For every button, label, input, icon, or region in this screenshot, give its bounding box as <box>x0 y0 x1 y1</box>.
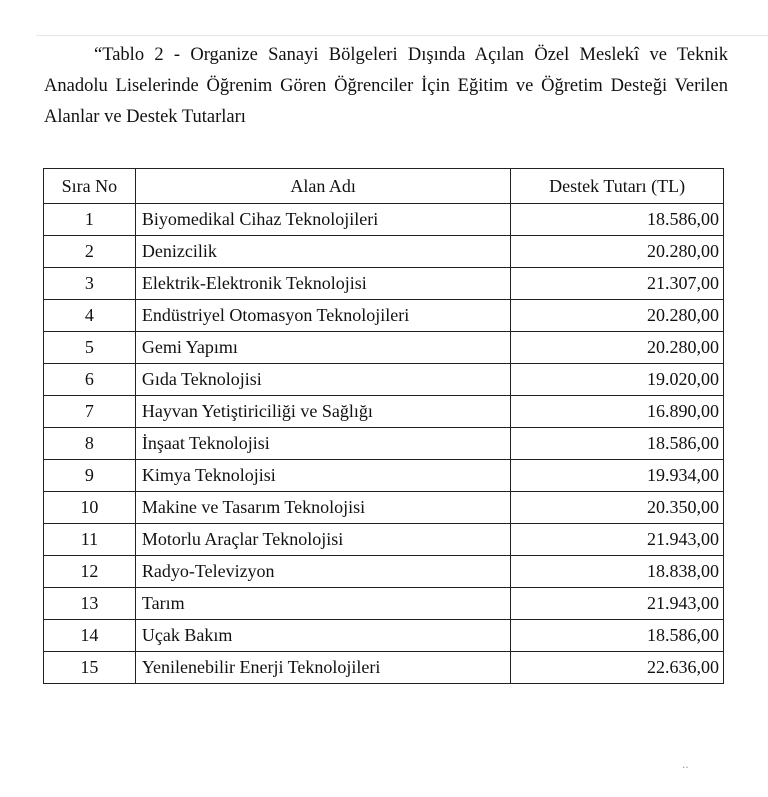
row-amount-cell: 18.586,00 <box>511 204 724 236</box>
row-number-cell: 13 <box>44 588 136 620</box>
row-name-cell: Uçak Bakım <box>135 620 510 652</box>
row-number-cell: 15 <box>44 652 136 684</box>
row-amount-cell: 21.943,00 <box>511 524 724 556</box>
table-row <box>44 556 724 588</box>
table-row <box>44 236 724 268</box>
row-name-cell: Yenilenebilir Enerji Teknolojileri <box>135 652 510 684</box>
table-caption: “Tablo 2 - Organize Sanayi Bölgeleri Dışında Açılan Özel Meslekî ve Teknik Anadolu Liselerinde Öğrenim Gören Öğrenciler İçin Eğitim ve Öğretim Desteği Verilen Alanlar ve Destek Tutarları <box>44 45 728 127</box>
row-number-cell: 1 <box>44 204 136 236</box>
table-row <box>44 204 724 236</box>
row-amount-cell: 19.934,00 <box>511 460 724 492</box>
row-amount-cell: 20.280,00 <box>511 300 724 332</box>
row-name-cell: Motorlu Araçlar Teknolojisi <box>135 524 510 556</box>
scan-artifact-mark: ‥ <box>682 760 689 771</box>
row-number-cell: 11 <box>44 524 136 556</box>
row-amount-cell: 21.943,00 <box>511 588 724 620</box>
row-amount-cell: 20.280,00 <box>511 236 724 268</box>
row-number-cell: 9 <box>44 460 136 492</box>
row-number-cell: 7 <box>44 396 136 428</box>
top-divider <box>36 35 768 36</box>
row-number-cell: 3 <box>44 268 136 300</box>
row-name-cell: Kimya Teknolojisi <box>135 460 510 492</box>
row-number-cell: 2 <box>44 236 136 268</box>
header-destek-tutari: Destek Tutarı (TL) <box>511 169 724 204</box>
row-number-cell: 12 <box>44 556 136 588</box>
table-row <box>44 300 724 332</box>
row-number-cell: 8 <box>44 428 136 460</box>
row-amount-cell: 18.838,00 <box>511 556 724 588</box>
row-number-cell: 4 <box>44 300 136 332</box>
table-row <box>44 652 724 684</box>
table-row <box>44 268 724 300</box>
row-name-cell: Gemi Yapımı <box>135 332 510 364</box>
row-name-cell: İnşaat Teknolojisi <box>135 428 510 460</box>
row-amount-cell: 20.280,00 <box>511 332 724 364</box>
table-row <box>44 620 724 652</box>
table-header-row <box>44 169 724 204</box>
row-amount-cell: 21.307,00 <box>511 268 724 300</box>
header-alan-adi: Alan Adı <box>135 169 510 204</box>
row-amount-cell: 18.586,00 <box>511 428 724 460</box>
row-name-cell: Gıda Teknolojisi <box>135 364 510 396</box>
table-row <box>44 428 724 460</box>
row-name-cell: Biyomedikal Cihaz Teknolojileri <box>135 204 510 236</box>
row-amount-cell: 16.890,00 <box>511 396 724 428</box>
row-number-cell: 10 <box>44 492 136 524</box>
row-amount-cell: 19.020,00 <box>511 364 724 396</box>
row-number-cell: 5 <box>44 332 136 364</box>
support-amounts-table <box>43 168 724 684</box>
row-name-cell: Endüstriyel Otomasyon Teknolojileri <box>135 300 510 332</box>
row-number-cell: 14 <box>44 620 136 652</box>
row-name-cell: Radyo-Televizyon <box>135 556 510 588</box>
row-amount-cell: 20.350,00 <box>511 492 724 524</box>
row-name-cell: Denizcilik <box>135 236 510 268</box>
table-row <box>44 460 724 492</box>
header-sira-no: Sıra No <box>44 169 136 204</box>
table-row <box>44 492 724 524</box>
table-row <box>44 588 724 620</box>
table-row <box>44 524 724 556</box>
row-name-cell: Makine ve Tasarım Teknolojisi <box>135 492 510 524</box>
row-name-cell: Hayvan Yetiştiriciliği ve Sağlığı <box>135 396 510 428</box>
row-name-cell: Tarım <box>135 588 510 620</box>
table-row <box>44 396 724 428</box>
table-row <box>44 364 724 396</box>
row-amount-cell: 18.586,00 <box>511 620 724 652</box>
table-body <box>44 204 724 684</box>
row-amount-cell: 22.636,00 <box>511 652 724 684</box>
row-number-cell: 6 <box>44 364 136 396</box>
row-name-cell: Elektrik-Elektronik Teknolojisi <box>135 268 510 300</box>
table-row <box>44 332 724 364</box>
